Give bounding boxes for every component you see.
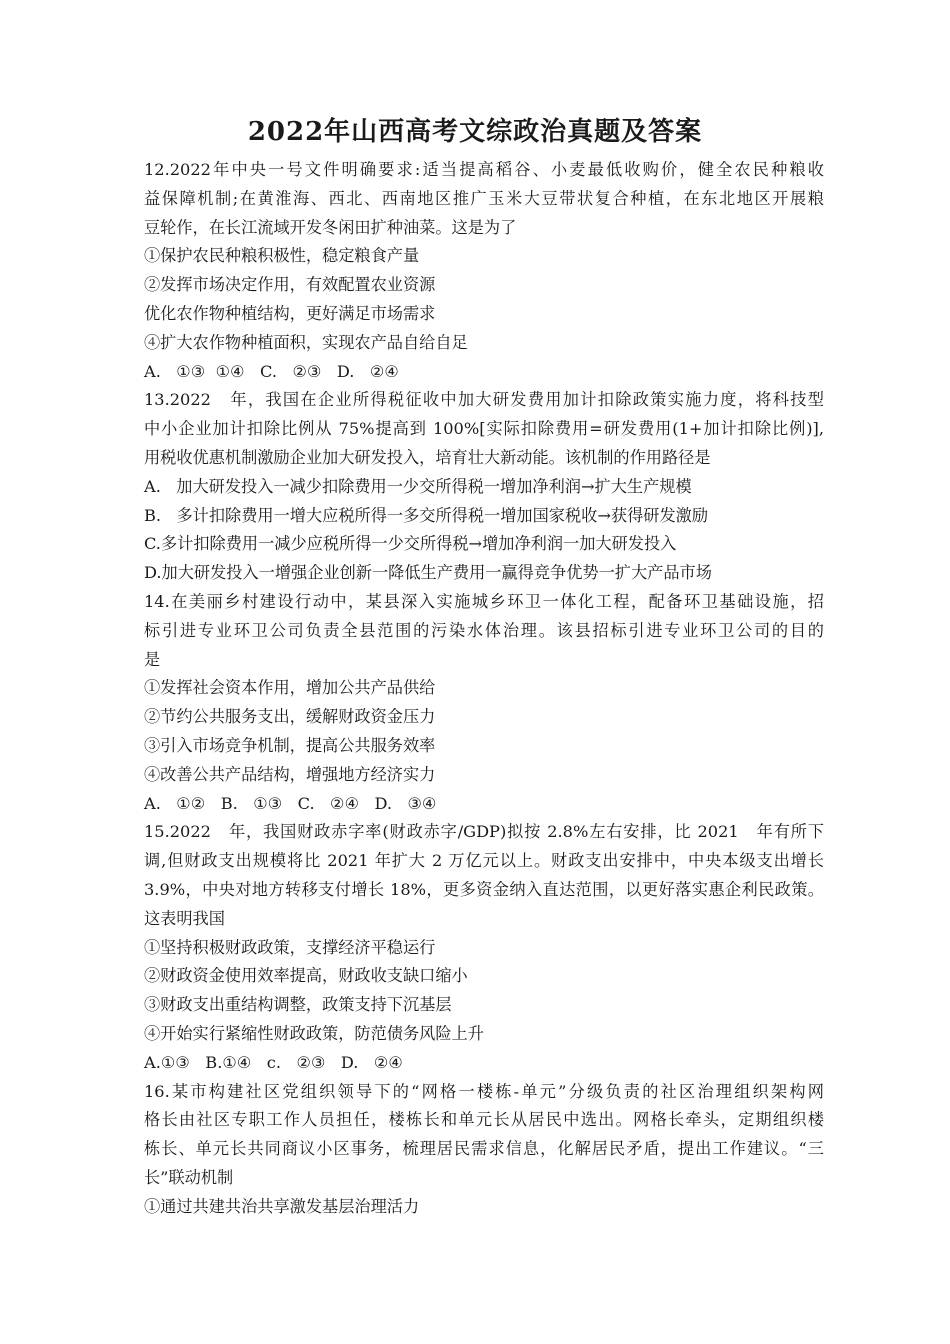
document-body <box>144 156 824 1221</box>
option-line: ①通过共建共治共享激发基层治理活力 <box>144 1196 420 1216</box>
option-line: 优化农作物种植结构，更好满足市场需求 <box>144 303 436 323</box>
option-line: ④扩大农作物种植面积，实现农产品自给自足 <box>144 332 468 352</box>
option-line: A. 加大研发投入一减少扣除费用一少交所得税一增加净利润→扩大生产规模 <box>144 476 692 496</box>
text-line: 14.在美丽乡村建设行动中，某县深入实施城乡环卫一体化工程，配备环卫基础设施，招 <box>144 591 824 611</box>
text-line: 益保障机制;在黄淮海、西北、西南地区推广玉米大豆带状复合种植，在东北地区开展粮 <box>144 188 824 208</box>
option-line: ③财政支出重结构调整，政策支持下沉基层 <box>144 995 452 1015</box>
option-line: ①坚持积极财政政策，支撑经济平稳运行 <box>144 937 436 957</box>
option-line: ①保护农民种粮积极性，稳定粮食产量 <box>144 246 420 266</box>
option-line: ②发挥市场决定作用，有效配置农业资源 <box>144 275 436 295</box>
text-line: 是 <box>144 649 161 669</box>
text-line: 15.2022 年，我国财政赤字率(财政赤字/GDP)拟按 2.8%左右安排，比 2021 年有所下 <box>144 822 824 842</box>
option-line: ①发挥社会资本作用，增加公共产品供给 <box>144 678 436 698</box>
document-title: 2022年山西高考文综政治真题及答案 <box>247 117 703 147</box>
option-line: ②节约公共服务支出，缓解财政资金压力 <box>144 707 436 727</box>
answer-choices: A. ①② B. ①③ C. ②④ D. ③④ <box>144 793 437 813</box>
text-line: 中小企业加计扣除比例从 75%提高到 100%[实际扣除费用=研发费用(1+加计扣除比例)], <box>144 419 824 439</box>
option-line: ④改善公共产品结构，增强地方经济实力 <box>144 764 436 784</box>
text-line: 长”联动机制 <box>144 1167 234 1187</box>
option-line: ③引入市场竞争机制，提高公共服务效率 <box>144 735 436 755</box>
text-line: 栋长、单元长共同商议小区事务，梳理居民需求信息，化解居民矛盾，提出工作建议。“三 <box>144 1139 824 1159</box>
answer-choices: A.①③ B.①④ c. ②③ D. ②④ <box>144 1052 403 1072</box>
option-line: ④开始实行紧缩性财政政策，防范债务风险上升 <box>144 1023 484 1043</box>
text-line: 这表明我国 <box>144 908 225 928</box>
text-line: 13.2022 年，我国在企业所得税征收中加大研发费用加计扣除政策实施力度，将科技型 <box>144 390 824 410</box>
text-line: 调,但财政支出规模将比 2021 年扩大 2 万亿元以上。财政支出安排中，中央本级支出增长 <box>144 851 824 871</box>
text-line: 格长由社区专职工作人员担任，楼栋长和单元长从居民中选出。网格长牵头，定期组织楼 <box>144 1110 824 1130</box>
option-line: C.多计扣除费用一减少应税所得一少交所得税→增加净利润一加大研发投入 <box>144 534 677 554</box>
text-line: 标引进专业环卫公司负责全县范围的污染水体治理。该县招标引进专业环卫公司的目的 <box>144 620 824 640</box>
answer-choices: A. ①③ ①④ C. ②③ D. ②④ <box>144 361 399 381</box>
text-line: 16.某市构建社区党组织领导下的“网格一楼栋-单元”分级负责的社区治理组织架构网 <box>144 1081 824 1101</box>
option-line: D.加大研发投入一增强企业创新一降低生产费用一赢得竞争优势一扩大产品市场 <box>144 563 712 583</box>
text-line: 用税收优惠机制激励企业加大研发投入，培育壮大新动能。该机制的作用路径是 <box>144 447 711 467</box>
text-line: 豆轮作，在长江流域开发冬闲田扩种油菜。这是为了 <box>144 217 517 237</box>
option-line: ②财政资金使用效率提高，财政收支缺口缩小 <box>144 966 468 986</box>
text-line: 3.9%，中央对地方转移支付增长 18%，更多资金纳入直达范围，以更好落实惠企利民政策。 <box>144 879 824 899</box>
text-line: 12.2022年中央一号文件明确要求:适当提高稻谷、小麦最低收购价，健全农民种粮收 <box>144 160 824 179</box>
option-line: B. 多计扣除费用一增大应税所得一多交所得税一增加国家税收→获得研发激励 <box>144 505 709 525</box>
